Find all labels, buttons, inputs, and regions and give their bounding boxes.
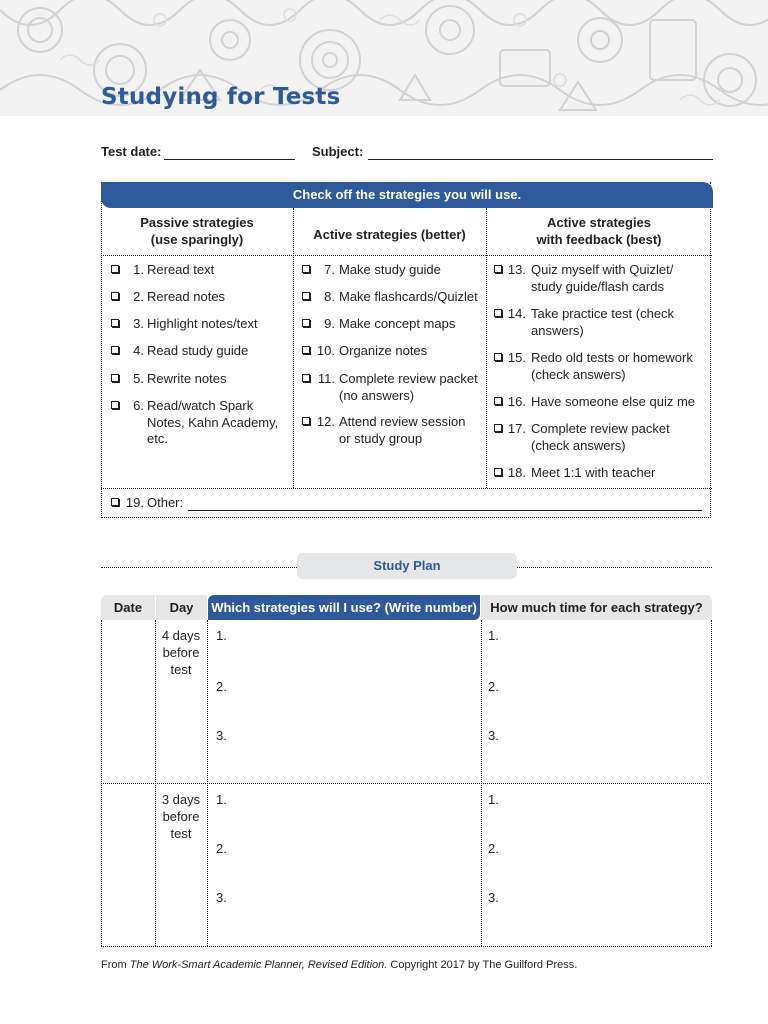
footer-prefix: From [101, 959, 130, 971]
time-line-number[interactable]: 1. [488, 792, 499, 807]
strategy-number: 13. [507, 262, 526, 277]
day-text: before [162, 809, 200, 824]
grid-line [101, 783, 712, 784]
strategy-number: 1. [133, 262, 144, 277]
header-day: Day [156, 595, 207, 620]
column-heading-line: with feedback (best) [536, 232, 662, 247]
strategy-number: 18. [507, 465, 526, 480]
strategy-text: Quiz myself with Quizlet/ study guide/flash cards [531, 262, 674, 294]
header-time: How much time for each strategy? [481, 595, 712, 620]
day-cell [155, 627, 207, 678]
header-strategies: Which strategies will I use? (Write number) [208, 595, 480, 620]
strategy-line-number[interactable]: 3. [216, 890, 227, 905]
strategy-text: Attend review session or study group [339, 414, 466, 446]
strategies-header: Check off the strategies you will use. [101, 182, 713, 208]
strategy-text: Complete review packet (check answers) [531, 421, 670, 453]
column-divider [486, 208, 487, 488]
day-text: 4 days [161, 628, 201, 643]
plan-title-rule [517, 567, 712, 568]
strategy-number: 4. [133, 343, 144, 358]
strategy-number: 8. [324, 289, 335, 304]
strategy-text: Take practice test (check answers) [531, 306, 675, 338]
checkbox-icon[interactable] [494, 353, 502, 361]
column-divider [293, 208, 294, 488]
column-heading-line: (use sparingly) [150, 232, 244, 247]
study-plan-title: Study Plan [297, 553, 517, 579]
day-text: before [162, 645, 200, 660]
other-divider [101, 488, 712, 489]
strategy-number: 2. [133, 289, 144, 304]
strategy-number: 17. [507, 421, 526, 436]
strategy-text: Rewrite notes [147, 371, 227, 386]
strategy-text: Highlight notes/text [147, 316, 258, 331]
day-text: 3 days [161, 792, 201, 807]
checkbox-icon[interactable] [302, 374, 310, 382]
footer-book-title: The Work-Smart Academic Planner, Revised Edition. [129, 959, 388, 971]
checkbox-icon[interactable] [494, 309, 502, 317]
column-heading-passive [101, 208, 293, 254]
strategy-number: 11. [317, 371, 335, 386]
checkbox-icon[interactable] [494, 265, 502, 273]
checkbox-icon[interactable] [302, 292, 310, 300]
strategy-text: Complete review packet (no answers) [339, 371, 478, 403]
strategy-line-number[interactable]: 1. [216, 792, 227, 807]
column-heading-line: Active strategies [546, 215, 652, 230]
test-date-label: Test date: [101, 144, 162, 159]
time-line-number[interactable]: 1. [488, 628, 499, 643]
time-line-number[interactable]: 2. [488, 679, 499, 694]
strategy-line-number[interactable]: 2. [216, 841, 227, 856]
checkbox-icon[interactable] [494, 424, 502, 432]
strategy-text: Other: [147, 495, 184, 510]
checkbox-icon[interactable] [302, 265, 310, 273]
strategy-line-number[interactable]: 3. [216, 728, 227, 743]
checkbox-icon[interactable] [494, 468, 502, 476]
checkbox-icon[interactable] [111, 401, 119, 409]
strategy-text: Redo old tests or homework (check answers) [531, 350, 693, 382]
day-text: test [170, 826, 192, 841]
strategy-number: 12. [316, 414, 335, 429]
strategy-text: Organize notes [339, 343, 428, 358]
checkbox-icon[interactable] [302, 417, 310, 425]
day-text: test [170, 662, 192, 677]
test-info-row [101, 142, 713, 162]
footer-suffix: Copyright 2017 by The Guilford Press. [387, 959, 578, 971]
strategy-number: 10. [316, 343, 335, 358]
column-heading-line: Active strategies (better) [313, 226, 466, 242]
strategy-text: Reread text [147, 262, 215, 277]
time-line-number[interactable]: 3. [488, 890, 499, 905]
heading-divider [101, 255, 712, 256]
header-date: Date [101, 595, 155, 620]
column-heading-active [293, 208, 486, 254]
strategy-text: Read study guide [147, 343, 249, 358]
strategy-number: 9. [324, 316, 335, 331]
checkbox-icon[interactable] [494, 397, 502, 405]
checkbox-icon[interactable] [111, 319, 119, 327]
time-line-number[interactable]: 3. [488, 728, 499, 743]
strategy-text: Make concept maps [339, 316, 456, 331]
strategy-number: 19. [125, 495, 144, 510]
column-heading-feedback [486, 208, 712, 254]
plan-title-rule [101, 567, 297, 568]
strategy-text: Meet 1:1 with teacher [531, 465, 656, 480]
checkbox-icon[interactable] [111, 374, 119, 382]
strategy-line-number[interactable]: 2. [216, 679, 227, 694]
checkbox-icon[interactable] [302, 319, 310, 327]
strategy-text: Reread notes [147, 289, 226, 304]
column-heading-line: Passive strategies [140, 215, 254, 230]
strategy-text: Make study guide [339, 262, 441, 277]
strategy-text: Read/watch Spark Notes, Kahn Academy, etc. [147, 398, 279, 446]
copyright-footer [101, 959, 577, 971]
checkbox-icon[interactable] [111, 265, 119, 273]
test-date-field[interactable] [164, 159, 295, 160]
strategy-number: 3. [133, 316, 144, 331]
time-line-number[interactable]: 2. [488, 841, 499, 856]
grid-line [101, 946, 712, 947]
checkbox-icon[interactable] [111, 292, 119, 300]
other-strategy-field[interactable] [188, 510, 702, 511]
checkbox-icon[interactable] [302, 346, 310, 354]
checkbox-icon[interactable] [111, 346, 119, 354]
strategy-number: 7. [324, 262, 335, 277]
strategy-number: 16. [507, 394, 526, 409]
strategy-text: Make flashcards/Quizlet [339, 289, 478, 304]
day-cell [155, 791, 207, 842]
page-title: Studying for Tests [101, 84, 341, 110]
strategy-line-number[interactable]: 1. [216, 628, 227, 643]
subject-field[interactable] [368, 159, 713, 160]
strategy-number: 14. [507, 306, 526, 321]
strategy-number: 6. [133, 398, 144, 413]
strategy-number: 15. [507, 350, 526, 365]
strategy-text: Have someone else quiz me [531, 394, 696, 409]
checkbox-icon[interactable] [111, 498, 119, 506]
strategy-number: 5. [133, 371, 144, 386]
subject-label: Subject: [312, 144, 364, 159]
